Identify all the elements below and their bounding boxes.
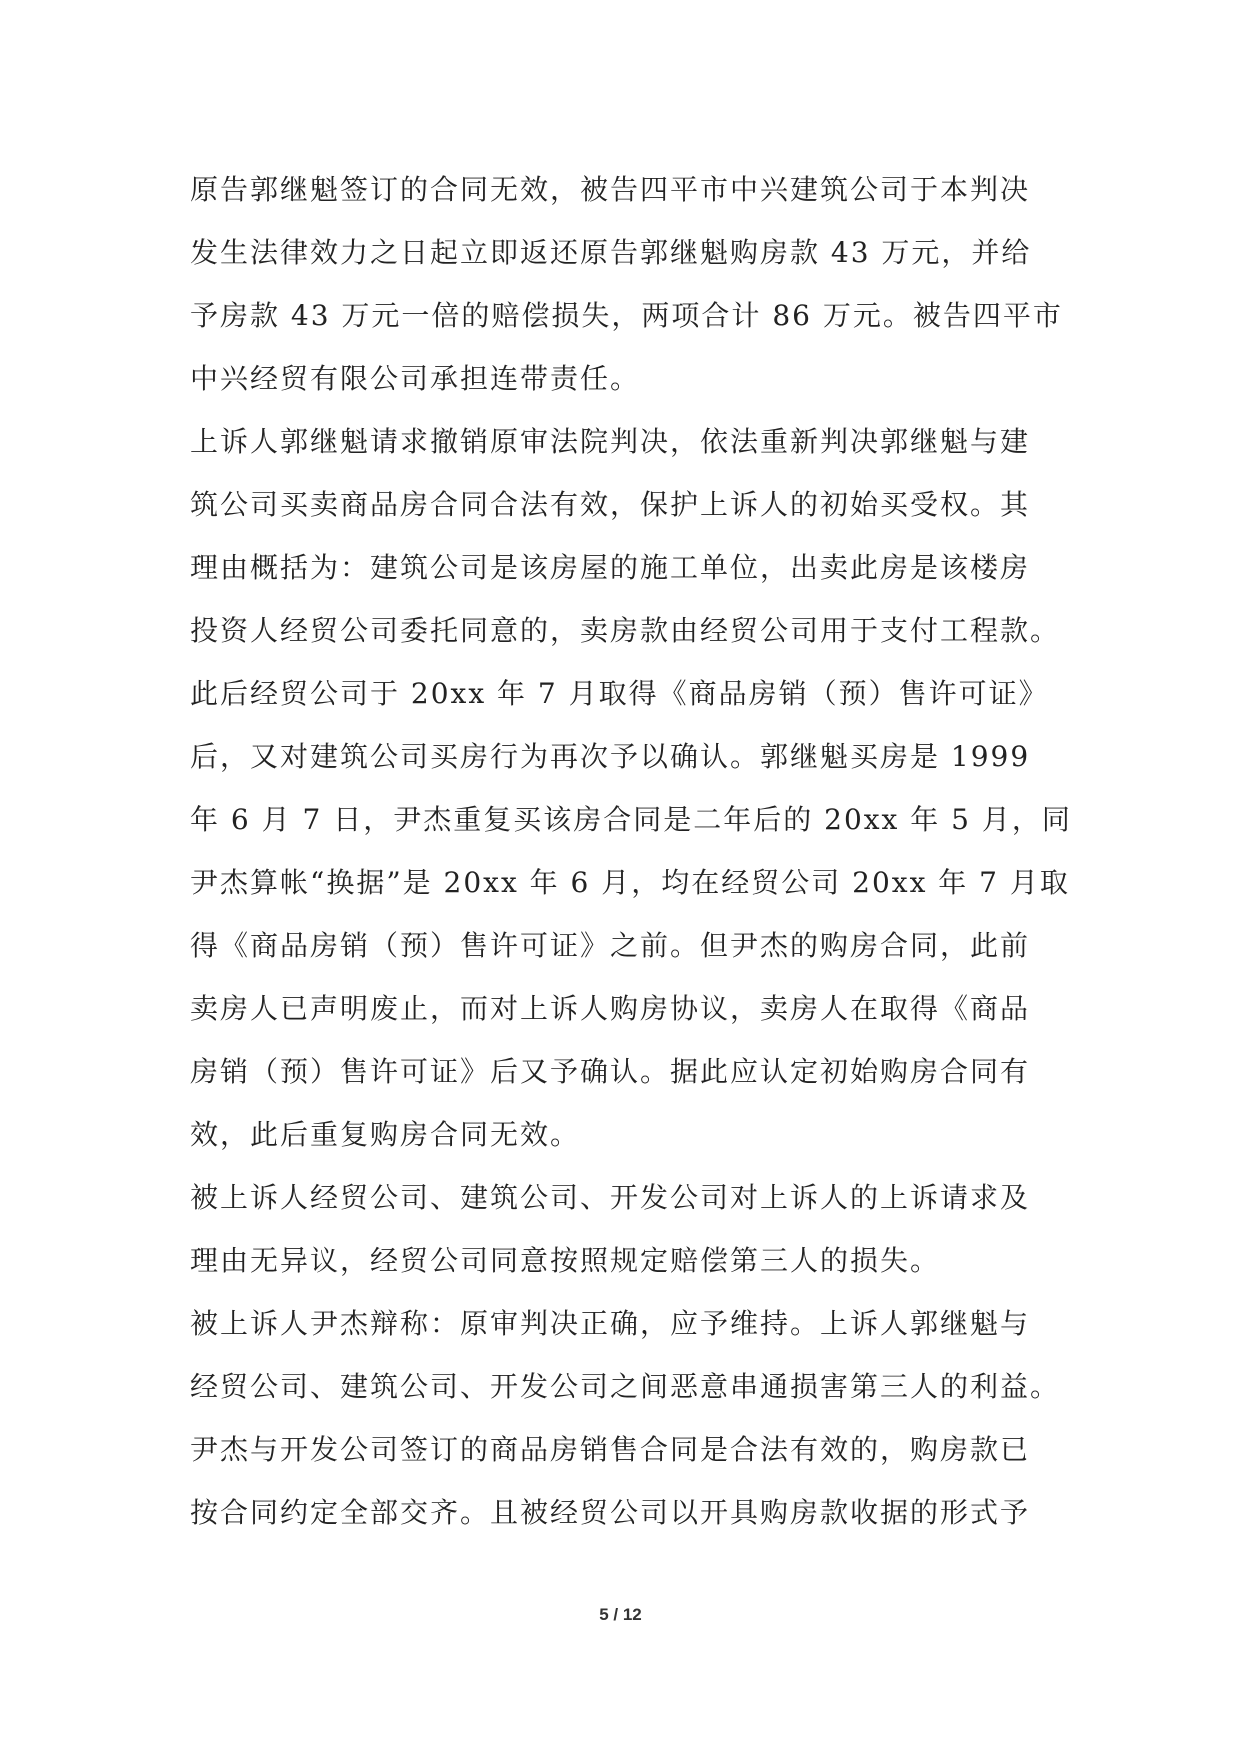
text-line: 年 6 月 7 日，尹杰重复买该房合同是二年后的 20xx 年 5 月，同: [190, 803, 1072, 836]
text-line: 予房款 43 万元一倍的赔偿损失，两项合计 86 万元。被告四平市: [190, 299, 1063, 332]
text-line: 理由无异议，经贸公司同意按照规定赔偿第三人的损失。: [190, 1244, 941, 1277]
text-line: 筑公司买卖商品房合同合法有效，保护上诉人的初始买受权。其: [190, 488, 1031, 521]
text-line: 卖房人已声明废止，而对上诉人购房协议，卖房人在取得《商品: [190, 992, 1031, 1025]
paragraph-appeal-request: [190, 410, 1072, 1166]
text-line: 尹杰算帐“换据”是 20xx 年 6 月，均在经贸公司 20xx 年 7 月取: [190, 866, 1070, 899]
text-line: 得《商品房销（预）售许可证》之前。但尹杰的购房合同，此前: [190, 929, 1031, 962]
text-line: 上诉人郭继魁请求撤销原审法院判决，依法重新判决郭继魁与建: [190, 425, 1031, 458]
text-line: 理由概括为：建筑公司是该房屋的施工单位，出卖此房是该楼房: [190, 551, 1031, 584]
paragraph-judgment-result: [190, 158, 1063, 410]
text-line: 此后经贸公司于 20xx 年 7 月取得《商品房销（预）售许可证》: [190, 677, 1049, 710]
paragraph-respondent-defense: [190, 1292, 1060, 1544]
body-text: [190, 158, 1072, 1544]
text-line: 尹杰与开发公司签订的商品房销售合同是合法有效的，购房款已: [190, 1433, 1031, 1466]
text-line: 投资人经贸公司委托同意的，卖房款由经贸公司用于支付工程款。: [190, 614, 1061, 647]
text-line: 原告郭继魁签订的合同无效，被告四平市中兴建筑公司于本判决: [190, 173, 1031, 206]
text-line: 发生法律效力之日起立即返还原告郭继魁购房款 43 万元，并给: [190, 236, 1032, 269]
text-line: 效，此后重复购房合同无效。: [190, 1118, 581, 1151]
text-line: 经贸公司、建筑公司、开发公司之间恶意串通损害第三人的利益。: [190, 1370, 1061, 1403]
text-line: 按合同约定全部交齐。且被经贸公司以开具购房款收据的形式予: [190, 1496, 1031, 1529]
text-line: 房销（预）售许可证》后又予确认。据此应认定初始购房合同有: [190, 1055, 1031, 1088]
page-number: 5 / 12: [599, 1605, 642, 1624]
text-line: 后，又对建筑公司买房行为再次予以确认。郭继魁买房是 1999: [190, 740, 1031, 773]
text-line: 被上诉人经贸公司、建筑公司、开发公司对上诉人的上诉请求及: [190, 1181, 1031, 1214]
text-line: 中兴经贸有限公司承担连带责任。: [190, 362, 641, 395]
text-line: 被上诉人尹杰辩称：原审判决正确，应予维持。上诉人郭继魁与: [190, 1307, 1031, 1340]
paragraph-respondents-no-objection: [190, 1166, 1060, 1292]
